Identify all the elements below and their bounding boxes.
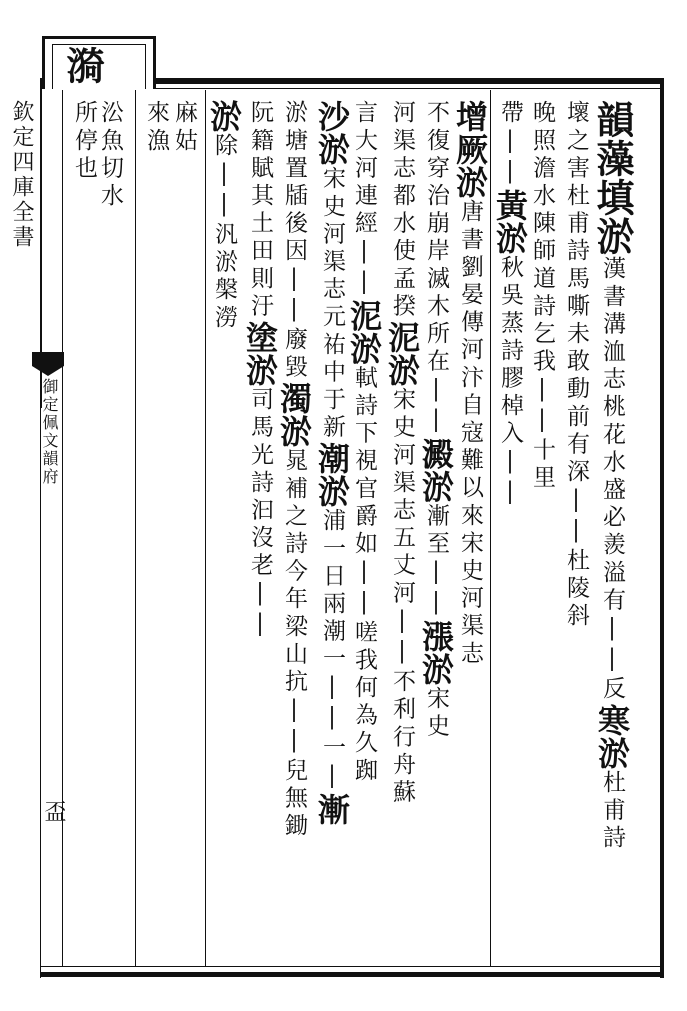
headword-text: 淤: [205, 100, 243, 133]
annotation-text: 阮籍賦其土田則汙: [247, 100, 273, 321]
column-divider: [205, 90, 206, 966]
margin-divider-rule: [62, 90, 63, 966]
frame-bottom-inner-rule: [40, 966, 660, 967]
headword-text: 增: [451, 100, 489, 133]
annotation-text: 晁補之詩今年梁山抗||兒無鋤: [281, 448, 307, 841]
annotation-text: 淤塘置牐後因||廢毀: [281, 100, 307, 382]
column-divider: [135, 90, 136, 966]
annotation-text: 杜陵斜: [563, 547, 589, 631]
text-column: [417, 100, 455, 741]
annotation-text: 宋史河渠志元祐中于新: [319, 166, 345, 442]
annotation-text: 晚照澹水: [529, 100, 555, 211]
frame-bottom-rule: [40, 972, 664, 977]
annotation-text: 浦一日兩潮一||一|: [319, 508, 345, 793]
annotation-text: 帶||: [497, 100, 523, 189]
annotation-text: 軾詩下視官爵如||嗟我何為久踟: [351, 365, 377, 786]
annotation-text: 陳師道詩乞我||十里: [529, 210, 555, 493]
text-column: [491, 100, 529, 510]
annotation-text: 言大河連經||: [351, 100, 377, 300]
text-column: [383, 100, 421, 807]
text-column: [562, 100, 589, 630]
annotation-text: 漸至||: [423, 503, 449, 620]
text-column: 㳂魚切水: [97, 100, 123, 211]
annotation-text: 漢書溝洫志桃花水盛必羨溢有||反: [599, 256, 625, 704]
heading-character: 漪: [60, 46, 105, 84]
text-column: [590, 100, 635, 853]
headword-text: 漲淤: [417, 619, 455, 686]
text-column: [313, 100, 351, 826]
headword-text: 韻藻: [590, 100, 635, 178]
headword-text: 濁淤: [275, 382, 313, 448]
headword-text: 黃淤: [491, 188, 529, 255]
page-number: 盃: [41, 800, 66, 822]
text-column: 麻姑: [171, 100, 197, 156]
annotation-text: 司馬光詩汩沒老||: [247, 386, 273, 642]
fishtail-mark: [32, 352, 64, 366]
text-column: [451, 100, 489, 669]
headword-text: 潮淤: [313, 442, 351, 508]
margin-subtitle: 御定佩文韻府: [40, 378, 59, 486]
headword-text: 寒淤: [593, 703, 631, 770]
annotation-text: 宋史: [423, 685, 449, 741]
headword-text: 澱淤: [417, 437, 455, 504]
frame-right-rule: [660, 78, 664, 978]
text-column: 來漁: [143, 100, 169, 156]
annotation-text: 除||汎淤槃澇: [211, 133, 237, 333]
text-column: 所停也: [71, 100, 97, 183]
margin-book-title: 欽定四庫全書: [9, 100, 34, 250]
annotation-text: 不復穿治崩岸滅木所在||: [423, 100, 449, 438]
text-column: [275, 100, 313, 841]
text-column: [241, 100, 279, 642]
annotation-text: 宋史河渠志五丈河||不利行舟蘇: [389, 386, 415, 807]
annotation-text: 宋史河渠志: [457, 530, 483, 669]
annotation-text: 唐書劉晏傳河汴自寇難以來: [457, 199, 483, 531]
headword-text: 漸: [313, 793, 351, 826]
text-column: [345, 100, 383, 786]
annotation-text: 杜甫詩: [599, 769, 625, 853]
headword-text: 泥淤: [345, 299, 383, 366]
headword-text: 填淤: [590, 178, 635, 256]
headword-text: 泥淤: [383, 320, 421, 387]
annotation-text: 河渠志都水使孟揆: [389, 100, 415, 321]
headword-text: 厥淤: [451, 133, 489, 199]
text-column: [205, 100, 243, 333]
annotation-text: 秋吳蒸詩膠棹入||: [497, 254, 523, 510]
headword-text: 塗淤: [241, 320, 279, 387]
annotation-text: 壞之害杜甫詩馬嘶未敢動前有深||: [563, 100, 589, 548]
headword-text: 沙淤: [313, 100, 351, 166]
text-column: [528, 100, 555, 492]
